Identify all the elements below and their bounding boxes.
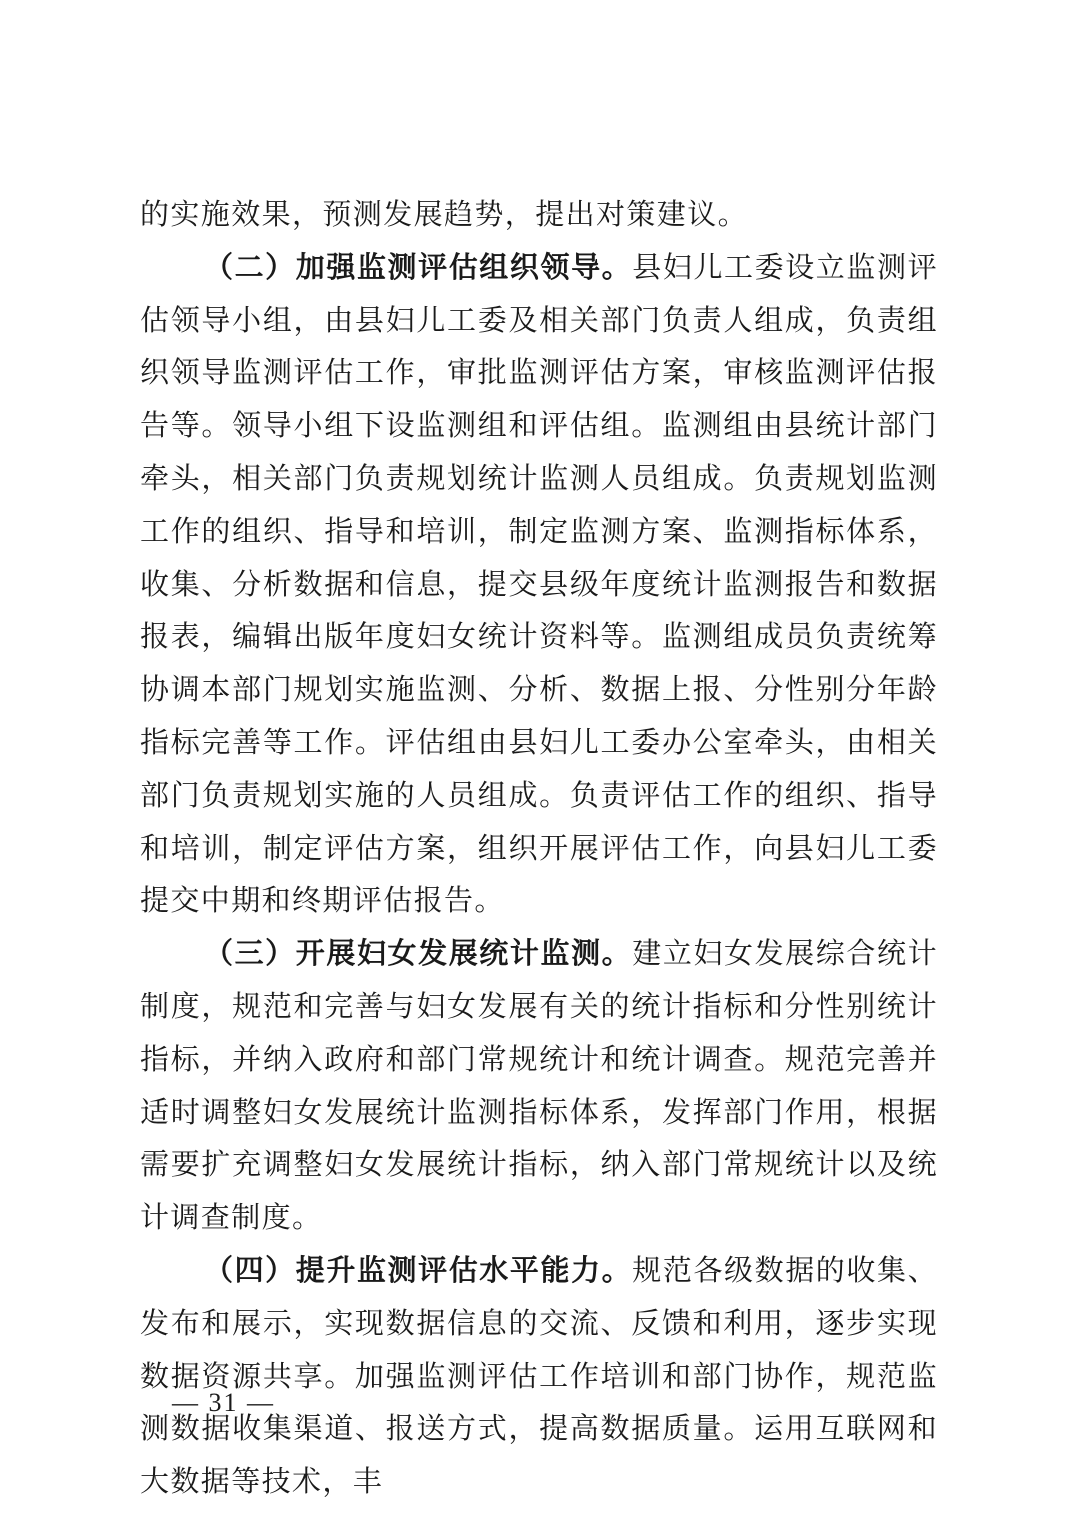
paragraph-text: 规范各级数据的收集、发布和展示，实现数据信息的交流、反馈和利用，逐步实现数据资源共享。加强监测评估工作培训和部门协作，规范监测数据收集渠道、报送方式，提高数据质量。运用互联网和大数据等技术，丰 (140, 1252, 938, 1499)
paragraph-section-4 (140, 1244, 938, 1508)
page-number: — 31 — (172, 1388, 275, 1417)
paragraph-continuation (140, 188, 938, 241)
section-heading: （二）加强监测评估组织领导。 (204, 249, 633, 284)
paragraph-section-2 (140, 241, 938, 927)
paragraph-text: 的实施效果，预测发展趋势，提出对策建议。 (140, 197, 749, 231)
section-heading: （四）提升监测评估水平能力。 (204, 1252, 633, 1287)
document-body (140, 188, 938, 1508)
paragraph-text: 县妇儿工委设立监测评估领导小组，由县妇儿工委及相关部门负责人组成，负责组织领导监测评估工作，审批监测评估方案，审核监测评估报告等。领导小组下设监测组和评估组。监测组由县统计部门牵头，相关部门负责规划统计监测人员组成。负责规划监测工作的组织、指导和培训，制定监测方案、监测指标体系，收集、分析数据和信息，提交县级年度统计监测报告和数据报表，编辑出版年度妇女统计资料等。监测组成员负责统筹协调本部门规划实施监测、分析、数据上报、分性别分年龄指标完善等工作。评估组由县妇儿工委办公室牵头，由相关部门负责规划实施的人员组成。负责评估工作的组织、指导和培训，制定评估方案，组织开展评估工作，向县妇儿工委提交中期和终期评估报告。 (140, 249, 938, 918)
paragraph-text: 建立妇女发展综合统计制度，规范和完善与妇女发展有关的统计指标和分性别统计指标，并纳入政府和部门常规统计和统计调查。规范完善并适时调整妇女发展统计监测指标体系，发挥部门作用，根据需要扩充调整妇女发展统计指标，纳入部门常规统计以及统计调查制度。 (140, 936, 938, 1235)
section-heading: （三）开展妇女发展统计监测。 (204, 936, 633, 971)
paragraph-section-3 (140, 927, 938, 1244)
